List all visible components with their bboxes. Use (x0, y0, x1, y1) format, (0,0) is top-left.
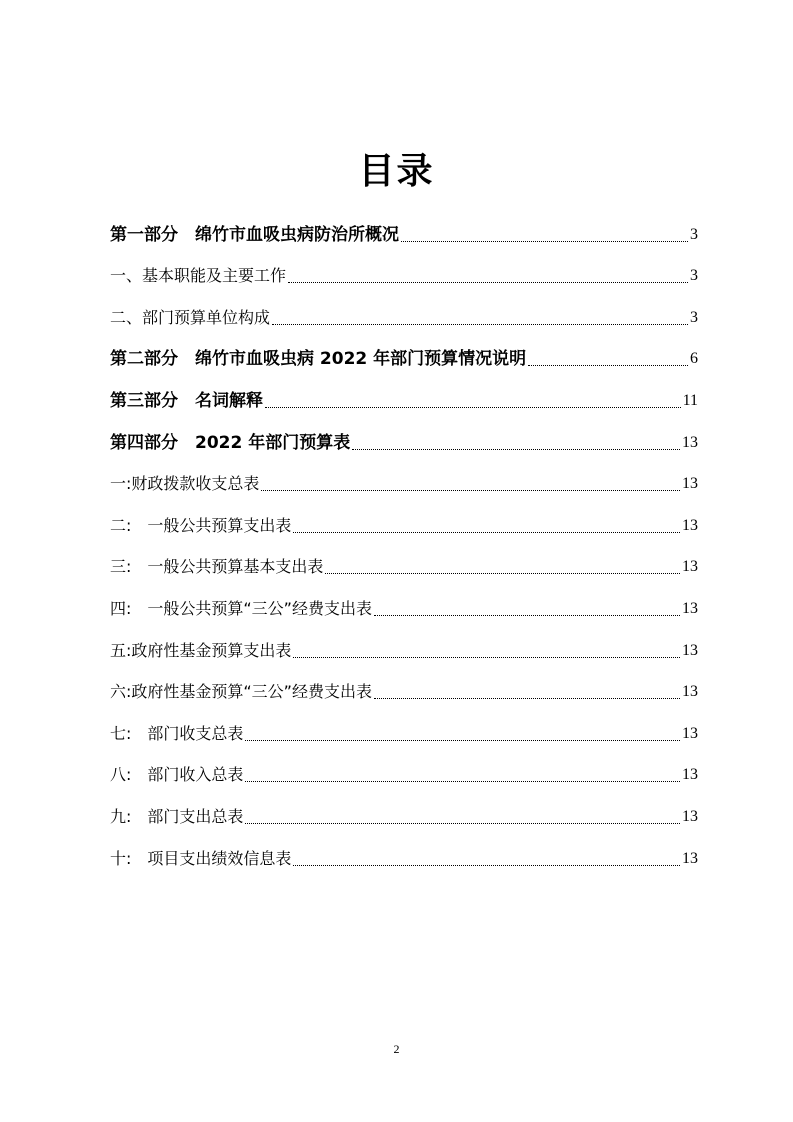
toc-entry-label: 十: 项目支出绩效信息表 (110, 848, 292, 868)
toc-entry-label: 七: 部门收支总表 (110, 723, 244, 743)
toc-entry-page: 13 (682, 724, 698, 742)
toc-entry[interactable] (110, 294, 698, 336)
toc-entry-label: 第三部分 名词解释 (110, 390, 263, 411)
toc-entry-label: 三: 一般公共预算基本支出表 (110, 557, 324, 577)
toc-entry-label: 第一部分 绵竹市血吸虫病防治所概况 (110, 224, 399, 245)
toc-entry-page: 13 (682, 599, 698, 617)
toc-entry-label: 五:政府性基金预算支出表 (110, 640, 292, 660)
toc-dot-leader (352, 449, 680, 450)
toc-entry-page: 6 (690, 350, 698, 368)
toc-entry-label: 一:财政拨款收支总表 (110, 474, 260, 494)
toc-entry-page: 13 (682, 641, 698, 659)
table-of-contents (110, 211, 698, 877)
toc-entry[interactable] (110, 752, 698, 794)
toc-entry-page: 13 (682, 807, 698, 825)
toc-dot-leader (325, 573, 680, 574)
toc-dot-leader (245, 781, 680, 782)
toc-entry-page: 13 (682, 558, 698, 576)
toc-entry-page: 11 (682, 391, 698, 409)
toc-entry[interactable] (110, 585, 698, 627)
toc-entry[interactable] (110, 502, 698, 544)
toc-entry[interactable] (110, 419, 698, 461)
toc-entry-page: 3 (690, 267, 698, 285)
toc-dot-leader (293, 865, 680, 866)
toc-entry-label: 二、部门预算单位构成 (110, 307, 271, 327)
toc-entry-page: 13 (682, 683, 698, 701)
toc-entry-page: 3 (690, 225, 698, 243)
toc-entry-label: 二: 一般公共预算支出表 (110, 515, 292, 535)
toc-entry-label: 八: 部门收入总表 (110, 765, 244, 785)
toc-dot-leader (288, 282, 688, 283)
toc-entry[interactable] (110, 669, 698, 711)
page-number: 2 (393, 1042, 400, 1056)
toc-dot-leader (528, 365, 688, 366)
toc-dot-leader (245, 823, 680, 824)
toc-entry[interactable] (110, 835, 698, 877)
toc-entry-label: 第二部分 绵竹市血吸虫病 2022 年部门预算情况说明 (110, 349, 527, 370)
toc-entry[interactable] (110, 211, 698, 253)
toc-entry-page: 13 (682, 849, 698, 867)
toc-entry[interactable] (110, 461, 698, 503)
toc-dot-leader (374, 698, 680, 699)
toc-dot-leader (374, 615, 680, 616)
toc-entry-page: 3 (690, 308, 698, 326)
toc-dot-leader (272, 324, 688, 325)
toc-entry-label: 四: 一般公共预算“三公”经费支出表 (110, 598, 372, 618)
toc-entry-page: 13 (682, 766, 698, 784)
toc-entry[interactable] (110, 377, 698, 419)
toc-dot-leader (401, 241, 688, 242)
toc-entry-page: 13 (682, 475, 698, 493)
toc-dot-leader (245, 740, 680, 741)
toc-entry[interactable] (110, 336, 698, 378)
toc-dot-leader (265, 407, 681, 408)
toc-dot-leader (261, 490, 680, 491)
toc-entry[interactable] (110, 710, 698, 752)
toc-entry-page: 13 (682, 516, 698, 534)
toc-dot-leader (293, 532, 680, 533)
page-title: 目录 (358, 151, 435, 192)
toc-entry[interactable] (110, 544, 698, 586)
toc-entry[interactable] (110, 253, 698, 295)
toc-entry[interactable] (110, 627, 698, 669)
toc-entry-label: 九: 部门支出总表 (110, 806, 244, 826)
toc-dot-leader (293, 657, 680, 658)
toc-entry-page: 13 (682, 433, 698, 451)
toc-entry[interactable] (110, 793, 698, 835)
toc-entry-label: 六:政府性基金预算“三公”经费支出表 (110, 682, 372, 702)
toc-entry-label: 一、基本职能及主要工作 (110, 266, 287, 286)
toc-entry-label: 第四部分 2022 年部门预算表 (110, 432, 351, 453)
